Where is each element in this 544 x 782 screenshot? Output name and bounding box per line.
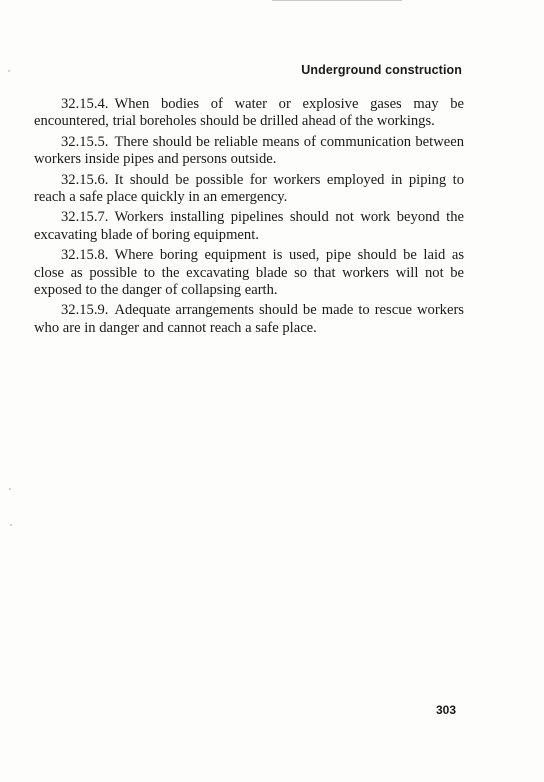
paragraph-text: Where boring equipment is used, pipe should be laid as close as possible to the excavating blade so that workers will not be exposed to the danger of collapsing earth. bbox=[34, 247, 464, 299]
paragraph-text: When bodies of water or explosive gases may be encountered, trial boreholes should be drilled ahead of the workings. bbox=[34, 96, 464, 130]
paragraph-text: There should be reliable means of communication between workers inside pipes and persons outside. bbox=[34, 133, 464, 168]
paragraph-32-15-4 bbox=[34, 96, 464, 131]
section-number: 32.15.7. bbox=[61, 209, 109, 226]
section-number: 32.15.9. bbox=[61, 302, 109, 319]
paragraph-32-15-7 bbox=[34, 209, 464, 244]
running-header: Underground construction bbox=[301, 63, 462, 77]
scan-speck bbox=[8, 70, 10, 72]
paragraph-32-15-8 bbox=[34, 247, 464, 299]
section-number: 32.15.5. bbox=[61, 133, 109, 150]
body-text bbox=[34, 96, 464, 340]
paragraph-32-15-5 bbox=[34, 134, 464, 169]
scan-speck bbox=[9, 488, 11, 490]
scan-edge-line bbox=[272, 0, 402, 1]
page-number: 303 bbox=[435, 703, 456, 717]
paragraph-text: It should be possible for workers employed in piping to reach a safe place quickly in an emergency. bbox=[34, 171, 464, 206]
paragraph-32-15-9 bbox=[34, 302, 464, 337]
paragraph-32-15-6 bbox=[34, 172, 464, 207]
paragraph-text: Workers installing pipelines should not work beyond the excavating blade of boring equipment. bbox=[34, 209, 464, 243]
scan-speck bbox=[10, 524, 12, 526]
section-number: 32.15.6. bbox=[61, 171, 109, 188]
section-number: 32.15.8. bbox=[61, 247, 109, 264]
paragraph-text: Adequate arrangements should be made to rescue workers who are in danger and cannot reach a safe place. bbox=[34, 302, 464, 336]
section-number: 32.15.4. bbox=[61, 96, 109, 112]
